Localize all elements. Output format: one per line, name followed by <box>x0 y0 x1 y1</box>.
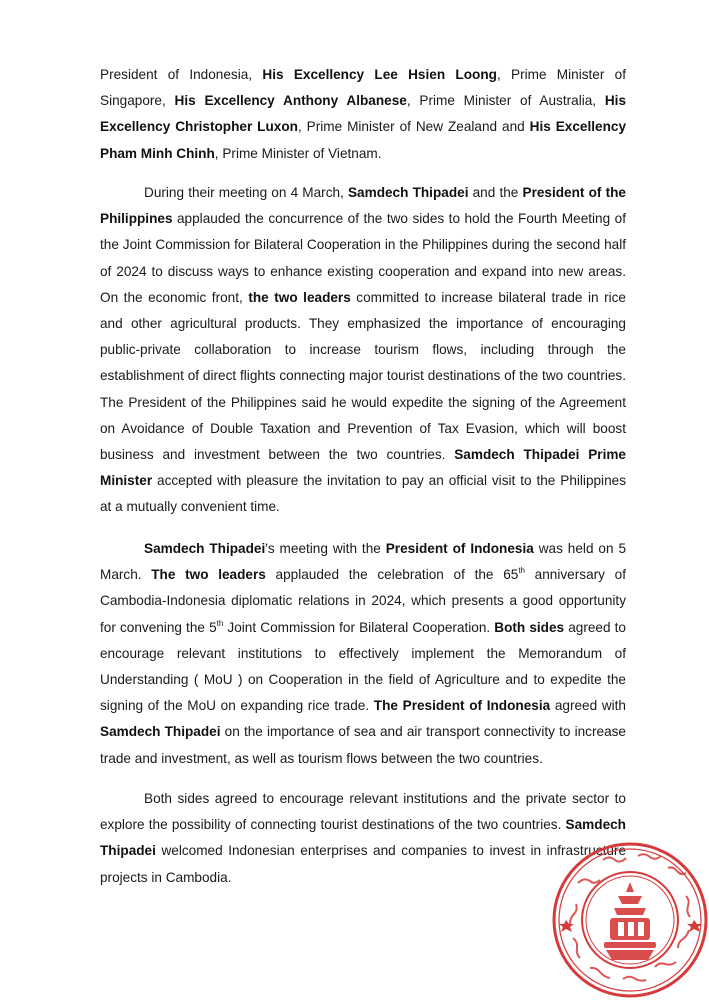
bold-name: Samdech Thipadei <box>347 185 469 200</box>
text-run: applauded the celebration of the 65 <box>265 567 519 583</box>
text-run: applauded the concurrence of the two sides to hold the Fourth Meeting of the Joint Commission for Bilateral Cooperation in the Philippines during the second half of 2024 to discuss ways to enhance existing cooperation and expand into new areas. On the economic front, <box>100 211 626 305</box>
text-run: committed to increase bilateral trade in rice and other agricultural products. They emphasized the importance of encouraging public-private collaboration to increase tourism flows, including through the establishment of direct flights connecting major tourist destinations of the two countries. The President of the Philippines said he would expedite the signing of the Agreement on Avoidance of Double Taxation and Prevention of Tax Evasion, which will boost business and investment between the two countries. <box>100 289 626 463</box>
text-run: Joint Commission for Bilateral Cooperation. <box>223 619 495 635</box>
text-run: , Prime Minister of Vietnam. <box>214 145 382 161</box>
ordinal-suffix: th <box>518 566 525 576</box>
paragraph-1 <box>100 62 626 167</box>
bold-name: His Excellency Christopher Luxon <box>100 93 627 135</box>
text-run: During their meeting on 4 March, <box>144 185 348 200</box>
text-run: , Prime Minister of New Zealand and <box>297 119 530 135</box>
text-run: anniversary of Cambodia-Indonesia diplomatic relations in 2024, which presents a good opportunity for convening the 5 <box>100 567 626 635</box>
text-run: President of Indonesia, <box>100 67 263 82</box>
text-run: Both sides agreed to encourage relevant institutions and the private sector to explore the possibility of connecting tourist destinations of the two countries. <box>100 791 626 833</box>
text-run: , Prime Minister of Singapore, <box>100 67 627 109</box>
bold-name: The two leaders <box>151 567 266 583</box>
official-seal-icon <box>548 838 709 1003</box>
paragraph-2 <box>100 180 626 521</box>
text-run: and the <box>468 185 523 200</box>
bold-name: Samdech Thipadei <box>100 724 221 740</box>
bold-name: The President of Indonesia <box>373 698 551 714</box>
bold-name: President of the Philippines <box>100 185 626 227</box>
text-run: agreed with <box>550 698 626 714</box>
text-run: 's meeting with the <box>265 541 386 556</box>
text-run: welcomed Indonesian enterprises and companies to invest in infrastructure projects in Cambodia. <box>100 843 626 885</box>
bold-name: the two leaders <box>248 289 351 305</box>
bold-name: Samdech Thipadei <box>100 817 626 859</box>
text-run: on the importance of sea and air transport connectivity to increase trade and investment, as well as tourism flows between the two countries. <box>100 724 626 766</box>
ordinal-suffix: th <box>216 618 224 628</box>
text-run: , Prime Minister of Australia, <box>406 93 605 109</box>
bold-name: His Excellency Lee Hsien Loong <box>262 67 497 82</box>
bold-name: His Excellency Anthony Albanese <box>174 93 407 109</box>
bold-name: Samdech Thipadei <box>144 541 266 556</box>
paragraph-3 <box>100 536 626 772</box>
text-run: accepted with pleasure the invitation to pay an official visit to the Philippines at a mutually convenient time. <box>100 473 626 515</box>
bold-name: Both sides <box>494 619 565 635</box>
bold-name: Samdech Thipadei Prime Minister <box>100 447 626 489</box>
text-run: was held on 5 March. <box>100 541 627 583</box>
bold-name: His Excellency Pham Minh Chinh <box>100 119 627 161</box>
text-run: agreed to encourage relevant institutions to effectively implement the Memorandum of Understanding ( MoU ) on Cooperation in the field of Agriculture and to expedite the signing of the MoU on expanding rice trade. <box>100 619 626 714</box>
bold-name: President of Indonesia <box>385 541 534 556</box>
